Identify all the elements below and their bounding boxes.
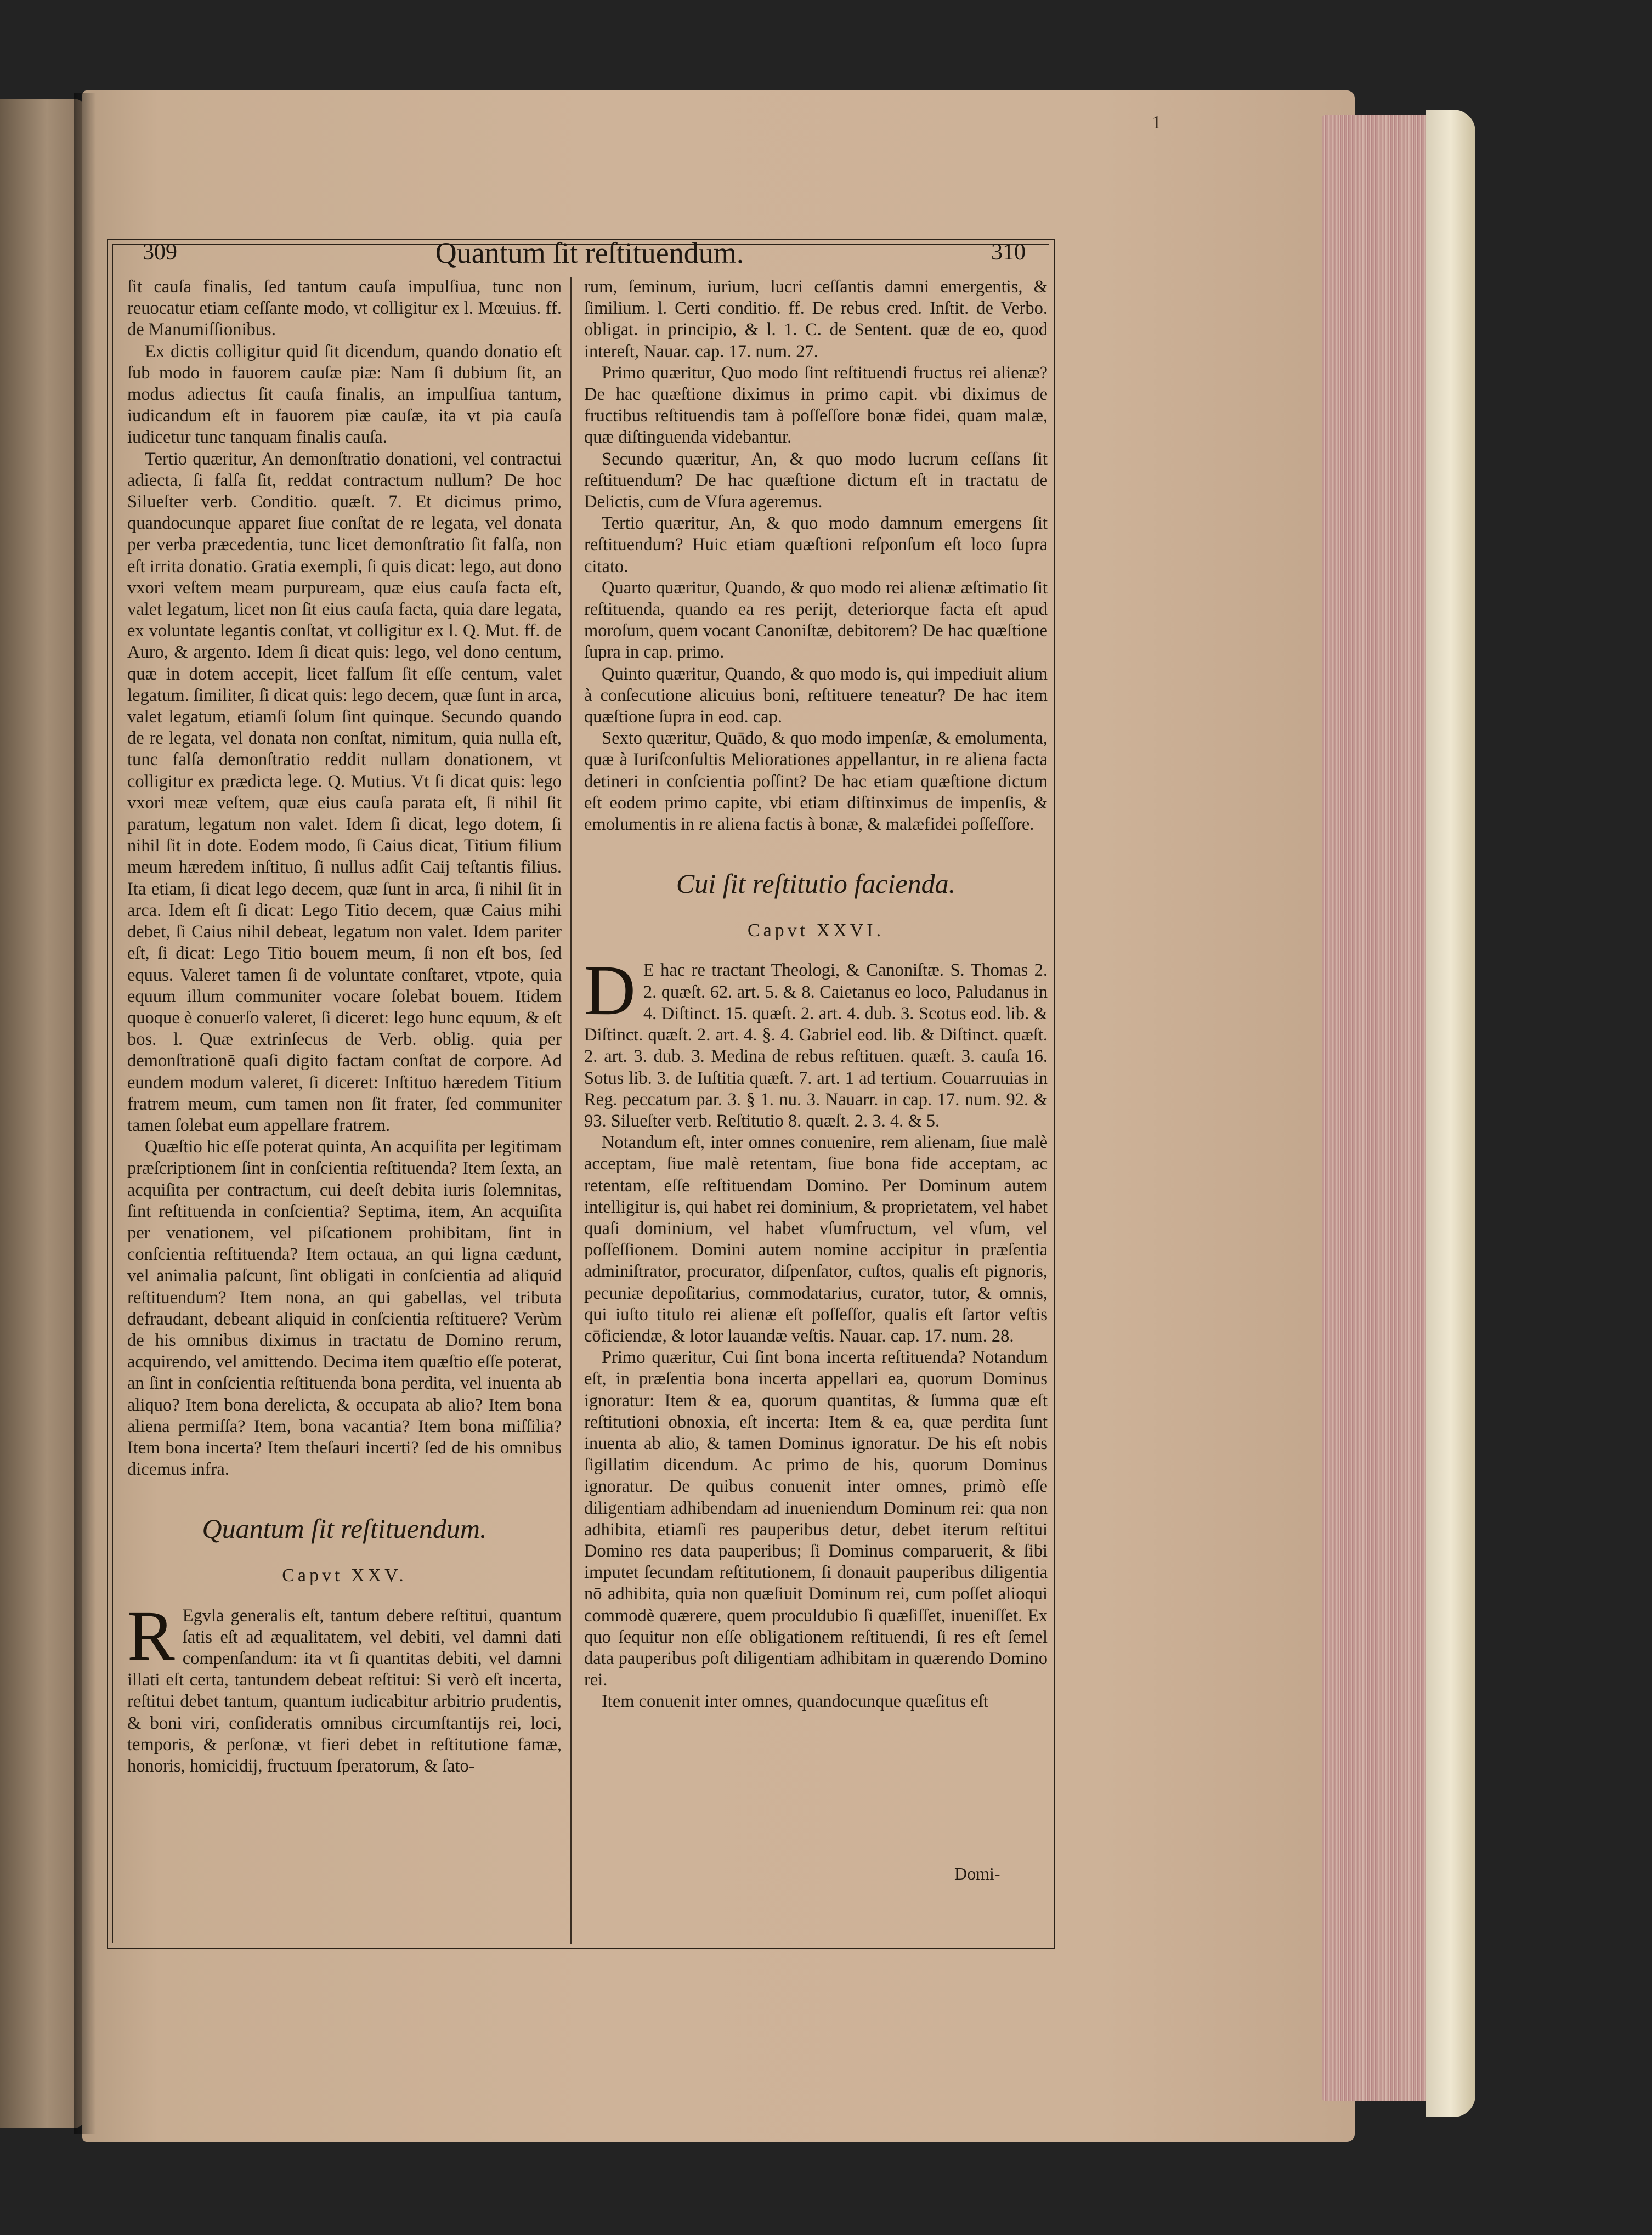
paragraph: Primo quæritur, Cui ſint bona incerta reſtituenda? Notandum eſt, in præſentia bona incerta appellari ea, quorum Dominus ignoratur: Item & ea, quorum quantitas, & ſumma quæ eſt reſtitutioni obnoxia, eſt incerta: Item & ea, quæ perdita ſunt inuenta ab alio, & tamen Dominus ignoratur. De his eſt nobis ſigillatim dicendum. Ac primo de his, quorum Dominus ignoratur. De quibus conuenit inter omnes, primò eſſe diligentiam adhibendam ad inueniendum Dominum rei: qua non adhibita, etiamſi res pauperibus detur, debet iterum reſtitui Domino res data pauperibus; ſi Dominus comparuerit, & ſibi imputet ſecundam reſtitutionem, ſi donauit pauperibus diligentia nō adhibita, quia non quæſiuit Dominum rei, cum poſſet alioqui commodè quærere, quem proculdubio ſi quæſiſſet, inueniſſet. Ex quo ſequitur non eſſe obligationem reſtituendi, ſi res eſt ſemel data pauperibus poſt diligentiam adhibitam in quærendo Domino rei. xyxy=(584,1348,1048,1690)
facing-page-edge xyxy=(0,99,85,2128)
vellum-binding xyxy=(1426,110,1475,2117)
chapter-heading: Capvt XXV. xyxy=(282,1565,407,1586)
section-title: Quantum ſit reſtituendum. xyxy=(202,1513,487,1544)
drop-capital: R xyxy=(127,1596,175,1676)
chapter-heading: Capvt XXVI. xyxy=(747,920,885,941)
chapter-text: E hac re tractant Theologi, & Canoniſtæ. S. Thomas 2. 2. quæſt. 62. art. 5. & 8. Caietanus eo loco, Paludanus in 4. Diſtinct. 15. quæſt. 2. art. 4. dub. 3. Scotus eod. lib. & Diſtinct. quæſt. 2. art. 4. §. 4. Gabriel eod. lib. & Diſtinct. quæſt. 2. art. 3. dub. 3. Medina de rebus reſtituen. quæſt. 3. cauſa 16. Sotus lib. 3. de Iuſtitia quæſt. 7. art. 1 ad tertium. Couarruuias in Reg. peccatum par. 3. § 1. nu. 3. Nauarr. in cap. 17. num. 92. & 93. Silueſter verb. Reſtitutio 8. quæſt. 2. 3. 4. & 5. xyxy=(584,960,1048,1131)
page-number-right: 310 xyxy=(991,240,1026,265)
paragraph: Tertio quæritur, An demonſtratio donationi, vel contractui adiecta, ſi falſa ſit, reddat contractum nullum? De hoc Silueſter verb. Conditio. quæſt. 7. Et dicimus primo, quandocunque apparet ſiue conſtat de re legata, vel donata per verba præcedentia, tunc licet demonſtratio ſit falſa, non eſt irrita donatio. Gratia exempli, ſi quis dicat: lego, aut dono vxori veſtem meam purpuream, quæ eius cauſa facta eſt, valet legatum, licet non ſit eius cauſa facta, quia dare legata, ex voluntate legantis conſtat, vt colligitur ex l. Q. Mut. ff. de Auro, & argento. Idem ſi dicat quis: lego, vel dono centum, quæ in dotem accepit, licet falſum ſit eſſe centum, valet legatum. ſimiliter, ſi dicat quis: lego decem, quæ ſunt in arca, valet legatum, etiamſi ſolum ſint quinque. Secundo quando de re legata, vel donata non conſtat, nimitum, quia nulla eſt, tunc falſa demonſtratio reddit nullam donationem, vt colligitur ex prædicta lege. Q. Mutius. Vt ſi dicat quis: lego vxori meæ veſtem, quæ eius cauſa parata eſt, ſi nihil ſit paratum, legatum non valet. Idem ſi dicat, lego dotem, ſi nihil ſit in dote. Eodem modo, ſi Caius dicat, Titium filium meum hæredem inſtituo, ſi nullus adſit Caij teſtantis filius. Ita etiam, ſi dicat lego decem, quæ ſunt in arca, ſi nihil ſit in arca. Idem eſt ſi dicat: Lego Titio decem, quæ Caius mihi debet, ſi Caius nihil debeat, legatum non valet. Idem pariter eſt, ſi dicat: Lego Titio bouem meum, ſi non eſt bos, ſed equus. Valeret tamen ſi de voluntate conſtaret, vtpote, quia equum illum communiter vocare ſolebat bouem. Itidem quoque è conuerſo valeret, ſi diceret: lego hunc equum, & eſt bos. l. Quæ extrinſecus de Verb. oblig. quia per demonſtrationē quaſi digito factam conſtat de corpore. Ad eundem modum valeret, ſi diceret: Inſtituo hæredem Titium fratrem meum, cum tamen non ſit frater, ſed communiter tamen ſolebat eum appellare fratrem. xyxy=(127,449,562,1135)
paragraph: Tertio quæritur, An, & quo modo damnum emergens ſit reſtituendum? Huic etiam quæſtioni reſponſum eſt loco ſupra citato. xyxy=(584,513,1048,576)
catchword: Domi- xyxy=(954,1864,1000,1883)
chapter-text: Egvla generalis eſt, tantum debere reſtitui, quantum ſatis eſt ad æqualitatem, vel debiti, vel damni dati compenſandum: ita vt ſi quantitas debiti, vel damni illati eſt certa, tantundem debeat reſtitui: Si verò eſt incerta, reſtitui debet tantum, quantum iudicabitur arbitrio prudentis, & boni viri, conſideratis omnibus circumſtantijs rei, loci, temporis, & perſonæ, vt fieri debet in reſtitutione famæ, honoris, homicidij, fructuum ſperatorum, & ſato- xyxy=(127,1605,562,1776)
corner-mark: 1 xyxy=(1152,112,1161,133)
paragraph: Item conuenit inter omnes, quandocunque quæſitus eſt xyxy=(602,1691,988,1712)
left-column xyxy=(127,276,562,1777)
paragraph: Quinto quæritur, Quando, & quo modo is, qui impediuit alium à conſecutione alicuius boni, reſtituere teneatur? De hac item quæſtione ſupra in eod. cap. xyxy=(584,664,1048,727)
drop-capital: D xyxy=(584,951,636,1031)
section-title: Cui ſit reſtitutio facienda. xyxy=(676,868,956,899)
paragraph: Primo quæritur, Quo modo ſint reſtituendi fructus rei alienæ? De hac quæſtione diximus in primo capit. vbi diximus de fructibus reſtituendis tam à poſſeſſore bonæ fidei, quam malæ, quæ diſtinguenda videbantur. xyxy=(584,363,1048,448)
running-title: Quantum ſit reſtituendum. xyxy=(435,236,744,269)
chapter-opening xyxy=(584,951,1048,1132)
paragraph: Sexto quæritur, Quādo, & quo modo impenſæ, & emolumenta, quæ à Iuriſconſultis Meliorationes appellantur, in re aliena facta detineri in conſcientia poſſint? De hac etiam quæſtione dictum eſt eodem primo capite, vbi etiam diſtinximus de impenſis, & emolumentis in re aliena factis à bonæ, & malæfidei poſſeſſore. xyxy=(584,728,1048,835)
paragraph: Ex dictis colligitur quid ſit dicendum, quando donatio eſt ſub modo in fauorem cauſæ piæ: Nam ſi dubium ſit, an modus adiectus ſit cauſa finalis, an impulſiua tantum, iudicandum eſt in fauorem piæ cauſæ, ita vt pia cauſa iudicetur tunc tanquam finalis cauſa. xyxy=(127,341,562,448)
page-number-left: 309 xyxy=(143,240,177,265)
paragraph: Secundo quæritur, An, & quo modo lucrum ceſſans ſit reſtituendum? De hac quæſtione dictum eſt in tractatu de Delictis, cum de Vſura ageremus. xyxy=(584,449,1048,512)
column-rule xyxy=(570,277,572,1944)
running-head xyxy=(126,236,1053,274)
paragraph: Quæſtio hic eſſe poterat quinta, An acquiſita per legitimam præſcriptionem ſint in conſcientia reſtituenda? Item ſexta, an acquiſita per contractum, cui deeſt debita iuris ſolemnitas, ſint reſtituenda in conſcientia? Septima, item, An acquiſita per venationem, vel piſcationem prohibitam, ſint in conſcientia reſtituenda? Item octaua, an qui ligna cædunt, vel animalia paſcunt, ſint obligati in conſcientia ad aliquid reſtituendum? Item nona, an qui gabellas, vel tributa defraudant, debeant aliquid in conſcientia reſtituere? Verùm de his omnibus diximus in tractatu de Domino rerum, acquirendo, vel amittendo. Decima item quæſtio eſſe poterat, an ſint in conſcientia reſtituenda bona perdita, vel inuenta ab aliquo? Item bona derelicta, & occupata ab alio? Item bona aliena permiſſa? Item, bona vacantia? Item bona miſſilia? Item bona incerta? Item theſauri incerti? ſed de his omnibus dicemus infra. xyxy=(127,1137,562,1480)
paragraph: Quarto quæritur, Quando, & quo modo rei alienæ æſtimatio ſit reſtituenda, quando ea res perijt, deteriorque facta eſt apud moroſum, quem vocant Canoniſtæ, debitorem? De hac quæſtione ſupra in cap. primo. xyxy=(584,578,1048,663)
page-block-edge xyxy=(1322,115,1442,2101)
right-column xyxy=(584,276,1048,1713)
paragraph: Notandum eſt, inter omnes conuenire, rem alienam, ſiue malè acceptam, ſiue malè retentam, ſiue bona fide acceptam, ac retentam, eſſe reſtituendam Domino. Per Dominum autem intelligitur is, qui habet rei dominium, & proprietatem, vel habet quaſi dominium, vel habet vſumfructum, vel vſum, vel poſſeſſionem. Domini autem nomine accipitur in præſentia adminiſtrator, procurator, diſpenſator, cuſtos, qualis eſt pignoris, pecuniæ depoſitarius, commodatarius, curator, tutor, & omnis, qui iuſto titulo rei alienæ eſt poſſeſſor, qualis eſt ſartor veſtis cōficiendæ, & lotor lauandæ veſtis. Nauar. cap. 17. num. 28. xyxy=(584,1133,1048,1346)
chapter-opening xyxy=(127,1596,562,1778)
paragraph: rum, ſeminum, iurium, lucri ceſſantis damni emergentis, & ſimilium. l. Certi conditio. ff. De rebus cred. Inſtit. de Verbo. obligat. in principio, & l. 1. C. de Sentent. quæ de eo, quod intereſt, Nauar. cap. 17. num. 27. xyxy=(584,277,1048,361)
book-gutter xyxy=(74,93,96,2134)
paragraph: ſit cauſa finalis, ſed tantum cauſa impulſiua, tunc non reuocatur etiam ceſſante modo, vt colligitur ex l. Mœuius. ff. de Manumiſſionibus. xyxy=(127,277,562,340)
